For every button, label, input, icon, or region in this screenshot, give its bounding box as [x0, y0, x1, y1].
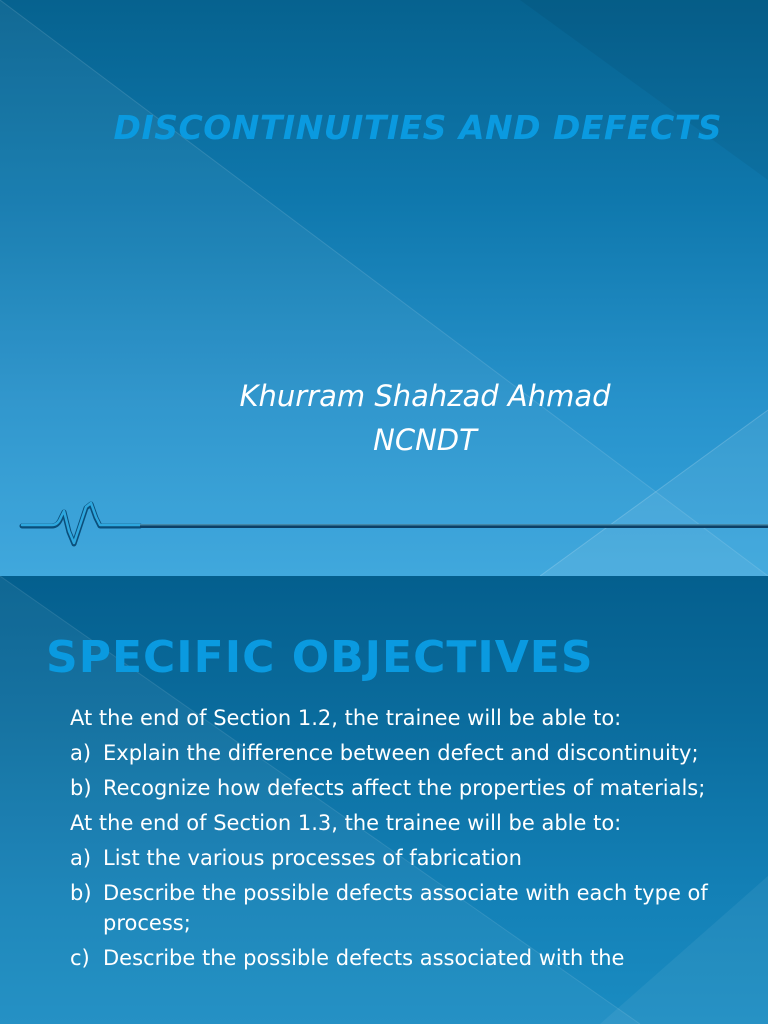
objectives-body [70, 703, 710, 978]
list-text: Recognize how defects affect the properties of materials; [103, 776, 706, 800]
list-text: Describe the possible defects associate with each type of process; [103, 881, 708, 935]
list-marker: a) [70, 846, 92, 870]
list-text: List the various processes of fabrication [103, 846, 522, 870]
list-item [70, 878, 710, 938]
list-text: Explain the difference between defect and discontinuity; [103, 741, 699, 765]
author-organization: NCNDT [373, 423, 477, 457]
list-marker: b) [70, 776, 92, 800]
list-item [70, 843, 710, 873]
list-item [70, 738, 710, 768]
list-marker: c) [70, 946, 90, 970]
list-item [70, 773, 710, 803]
list-marker: b) [70, 881, 92, 905]
slide-title: DISCONTINUITIES AND DEFECTS [113, 108, 722, 147]
section-intro: At the end of Section 1.3, the trainee will be able to: [70, 811, 622, 835]
list-text: Describe the possible defects associated with the [103, 946, 625, 970]
list-item [70, 943, 710, 973]
pulse-wave-icon [0, 496, 768, 552]
section-intro: At the end of Section 1.2, the trainee will be able to: [70, 706, 622, 730]
author-block [200, 374, 650, 462]
section-title: SPECIFIC OBJECTIVES [46, 632, 594, 683]
list-marker: a) [70, 741, 92, 765]
author-name: Khurram Shahzad Ahmad [239, 379, 611, 413]
